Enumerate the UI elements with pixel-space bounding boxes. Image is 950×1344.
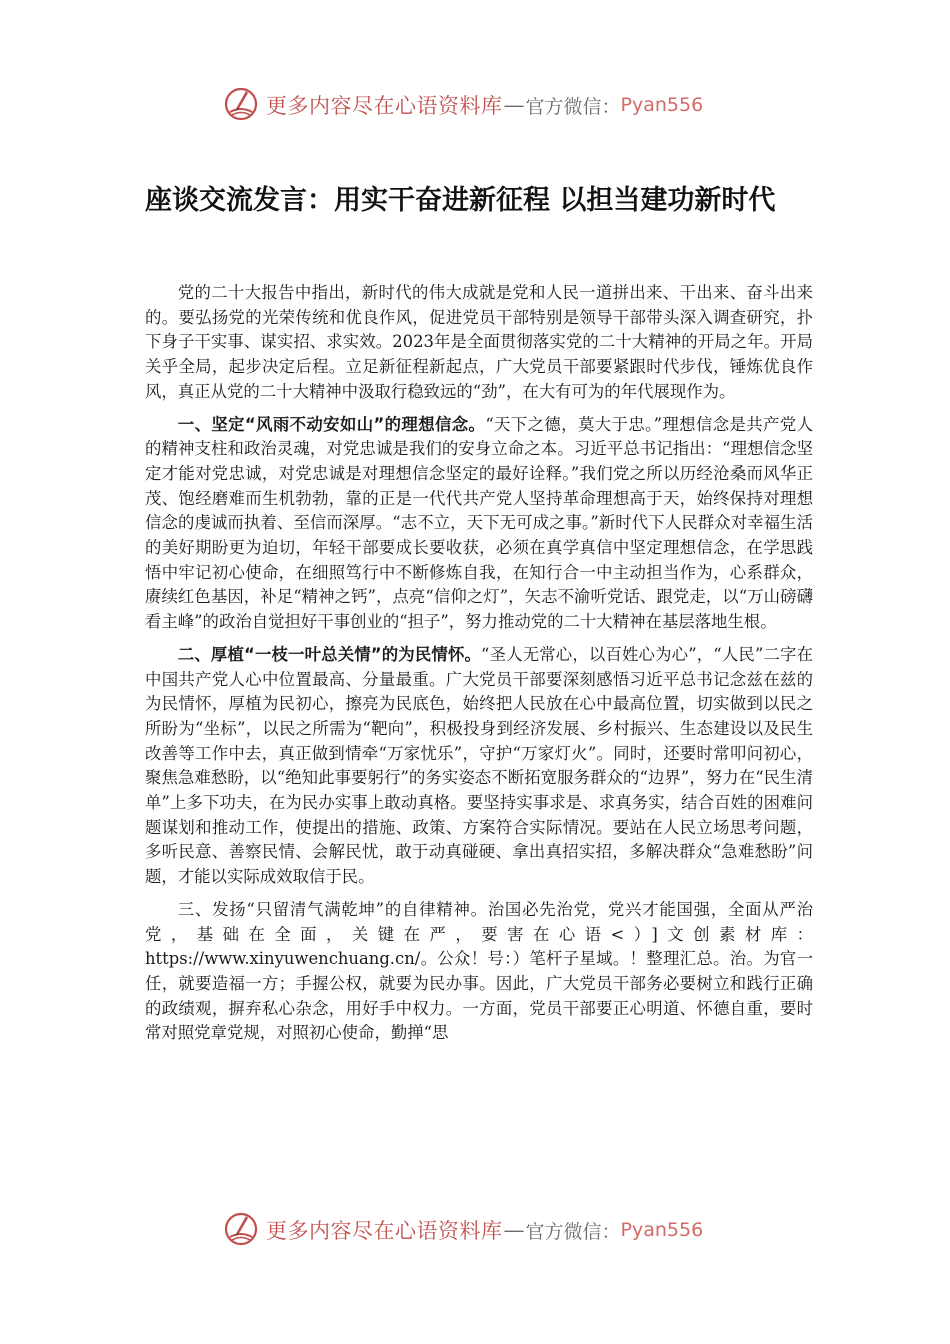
intro-paragraph: 党的二十大报告中指出，新时代的伟大成就是党和人民一道拼出来、干出来、奋斗出来的。要弘扬党的光荣传统和优良作风，促进党员干部特别是领导干部带头深入调查研究，扑下身子干实事、谋实招、求实效。2023年是全面贯彻落实党的二十大精神的开局之年。开局关乎全局，起步决定后程。立足新征程新起点，广大党员干部要紧跟时代步伐，锤炼优良作风，真正从党的二十大精神中汲取行稳致远的“劲”，在大有可为的年代展现作为。: [145, 283, 813, 401]
section-2-paragraph: [145, 643, 813, 890]
document-title: 座谈交流发言：用实干奋进新征程 以担当建功新时代: [145, 185, 776, 216]
section-2-heading: 二、厚植“一枝一叶总关情”的为民情怀。: [177, 644, 482, 664]
banner-wechat-label: 官方微信：: [525, 95, 621, 118]
banner-main-text: 更多内容尽在心语资料库: [266, 94, 503, 118]
banner-dash: —: [503, 93, 525, 117]
header-watermark-banner: [222, 83, 782, 127]
document-body: [145, 281, 813, 1054]
section-1-paragraph: [145, 413, 813, 635]
banner-main-text: 更多内容尽在心语资料库: [266, 1219, 503, 1243]
banner-dash: —: [503, 1218, 525, 1242]
footer-watermark-banner: [222, 1208, 782, 1252]
pen-book-logo-icon: [222, 1210, 262, 1250]
pen-book-logo-icon: [222, 85, 262, 125]
section-3-paragraph: 三、发扬“只留清气满乾坤”的自律精神。治国必先治党，党兴才能国强，全面从严治党，基础在全面，关键在严，要害在心语<）]文创素材库：https://www.xinyuwenchuang.cn/。公众！号：）笔杆子星域。！整理汇总。治。为官一任，就要造福一方；手握公权，就要为民办事。因此，广大党员干部务必要树立和践行正确的政绩观，摒弃私心杂念，用好手中权力。一方面，党员干部要正心明道、怀德自重，要时常对照党章党规，对照初心使命，勤掸“思: [145, 899, 813, 1043]
banner-wechat-id: Pyan556: [620, 1219, 704, 1241]
banner-wechat-label: 官方微信：: [525, 1220, 621, 1243]
banner-wechat-id: Pyan556: [620, 94, 704, 116]
section-1-heading: 一、坚定“风雨不动安如山”的理想信念。: [177, 414, 486, 434]
section-2-text: “圣人无常心，以百姓心为心”，“人民”二字在中国共产党人心中位置最高、分量最重。广大党员干部要深刻感悟习近平总书记念兹在兹的为民情怀，厚植为民初心，擦亮为民底色，始终把人民放在心中最高位置，切实做到以民之所盼为“坐标”，以民之所需为“靶向”，积极投身到经济发展、乡村振兴、生态建设以及民生改善等工作中去，真正做到情牵“万家忧乐”，守护“万家灯火”。同时，还要时常叩问初心，聚焦急难愁盼，以“绝知此事要躬行”的务实姿态不断拓宽服务群众的“边界”，努力在“民生清单”上多下功夫，在为民办实事上敢动真格。要坚持实事求是、求真务实，结合百姓的困难问题谋划和推动工作，使提出的措施、政策、方案符合实际情况。要站在人民立场思考问题，多听民意、善察民情、会解民忧，敢于动真碰硬、拿出真招实招，多解决群众“急难愁盼”问题，才能以实际成效取信于民。: [145, 644, 813, 887]
section-1-text: “天下之德，莫大于忠。”理想信念是共产党人的精神支柱和政治灵魂，对党忠诚是我们的安身立命之本。习近平总书记指出：“理想信念坚定才能对党忠诚，对党忠诚是对理想信念坚定的最好诠释。”我们党之所以历经沧桑而风华正茂、饱经磨难而生机勃勃，靠的正是一代代共产党人坚持革命理想高于天，始终保持对理想信念的虔诚而执着、至信而深厚。“志不立，天下无可成之事。”新时代下人民群众对幸福生活的美好期盼更为迫切，年轻干部要成长要收获，必须在真学真信中坚定理想信念，在学思践悟中牢记初心使命，在细照笃行中不断修炼自我，在知行合一中主动担当作为，心系群众，赓续红色基因，补足“精神之钙”，点亮“信仰之灯”，矢志不渝听党话、跟党走，以“万山磅礴看主峰”的政治自觉担好干事创业的“担子”，努力推动党的二十大精神在基层落地生根。: [145, 414, 814, 632]
